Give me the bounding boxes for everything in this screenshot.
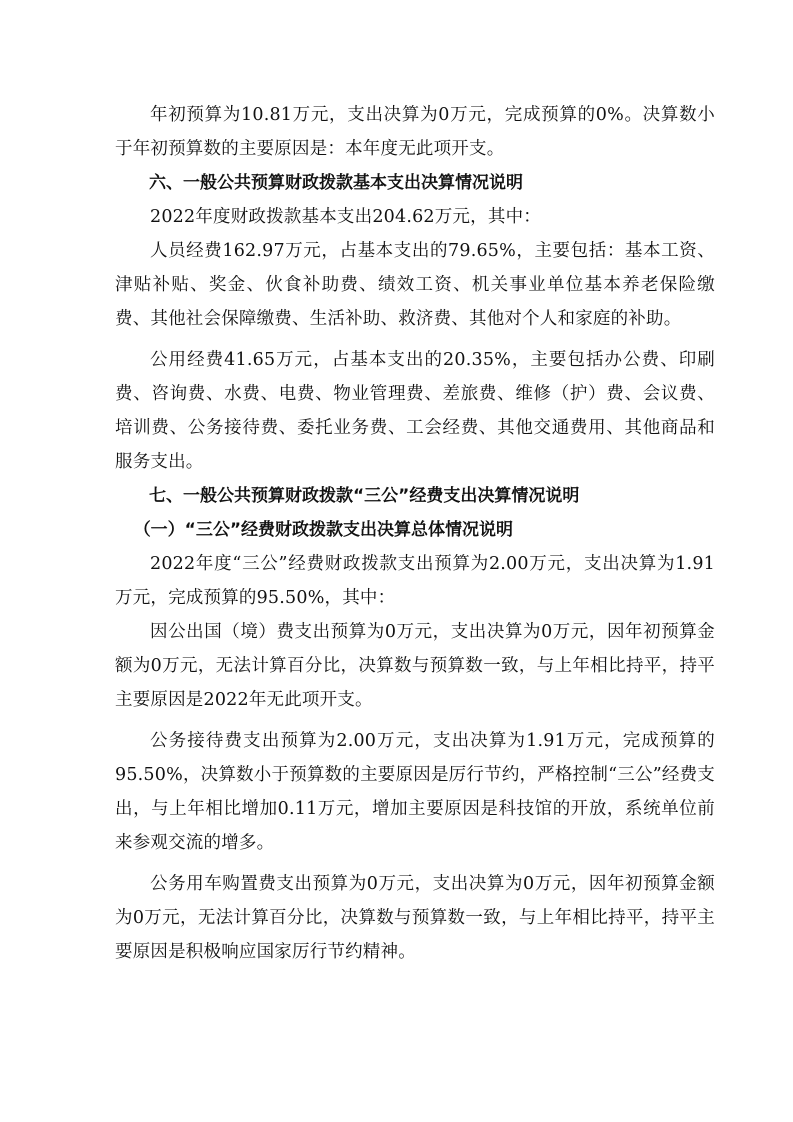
document-body [115,98,715,969]
section-heading-6: 六、一般公共预算财政拨款基本支出决算情况说明 [149,173,523,193]
paragraph-official-reception: 公务接待费支出预算为2.00万元，支出决算为1.91万元，完成预算的95.50%，决算数小于预算数的主要原因是厉行节约，严格控制“三公”经费支出，与上年相比增加0.11万元，增加主要原因是科技馆的开放，系统单位前来参观交流的增多。 [115,731,715,853]
paragraph-basic-expenditure: 2022年度财政拨款基本支出204.62万元，其中： [150,207,541,227]
paragraph-vehicle-purchase: 公务用车购置费支出预算为0万元，支出决算为0万元，因年初预算金额为0万元，无法计算百分比，决算数与预算数一致，与上年相比持平，持平主要原因是积极响应国家厉行节约精神。 [115,874,715,962]
subsection-heading-7-1: （一）“三公”经费财政拨款支出决算总体情况说明 [133,520,514,540]
section-heading-7: 七、一般公共预算财政拨款“三公”经费支出决算情况说明 [149,486,580,506]
paragraph-personnel-expenses: 人员经费162.97万元，占基本支出的79.65%，主要包括：基本工资、津贴补贴、奖金、伙食补助费、绩效工资、机关事业单位基本养老保险缴费、其他社会保障缴费、生活补助、救济费、其他对个人和家庭的补助。 [115,241,715,329]
paragraph-public-expenses: 公用经费41.65万元，占基本支出的20.35%，主要包括办公费、印刷费、咨询费、水费、电费、物业管理费、差旅费、维修（护）费、会议费、培训费、公务接待费、委托业务费、工会经费、其他交通费用、其他商品和服务支出。 [115,350,715,472]
paragraph-overseas-travel: 因公出国（境）费支出预算为0万元，支出决算为0万元，因年初预算金额为0万元，无法计算百分比，决算数与预算数一致，与上年相比持平，持平主要原因是2022年无此项开支。 [115,622,715,710]
paragraph-three-public-overview: 2022年度“三公”经费财政拨款支出预算为2.00万元，支出决算为1.91万元，完成预算的95.50%，其中： [115,554,715,608]
paragraph-budget-summary: 年初预算为10.81万元，支出决算为0万元，完成预算的0%。决算数小于年初预算数的主要原因是：本年度无此项开支。 [115,105,715,159]
